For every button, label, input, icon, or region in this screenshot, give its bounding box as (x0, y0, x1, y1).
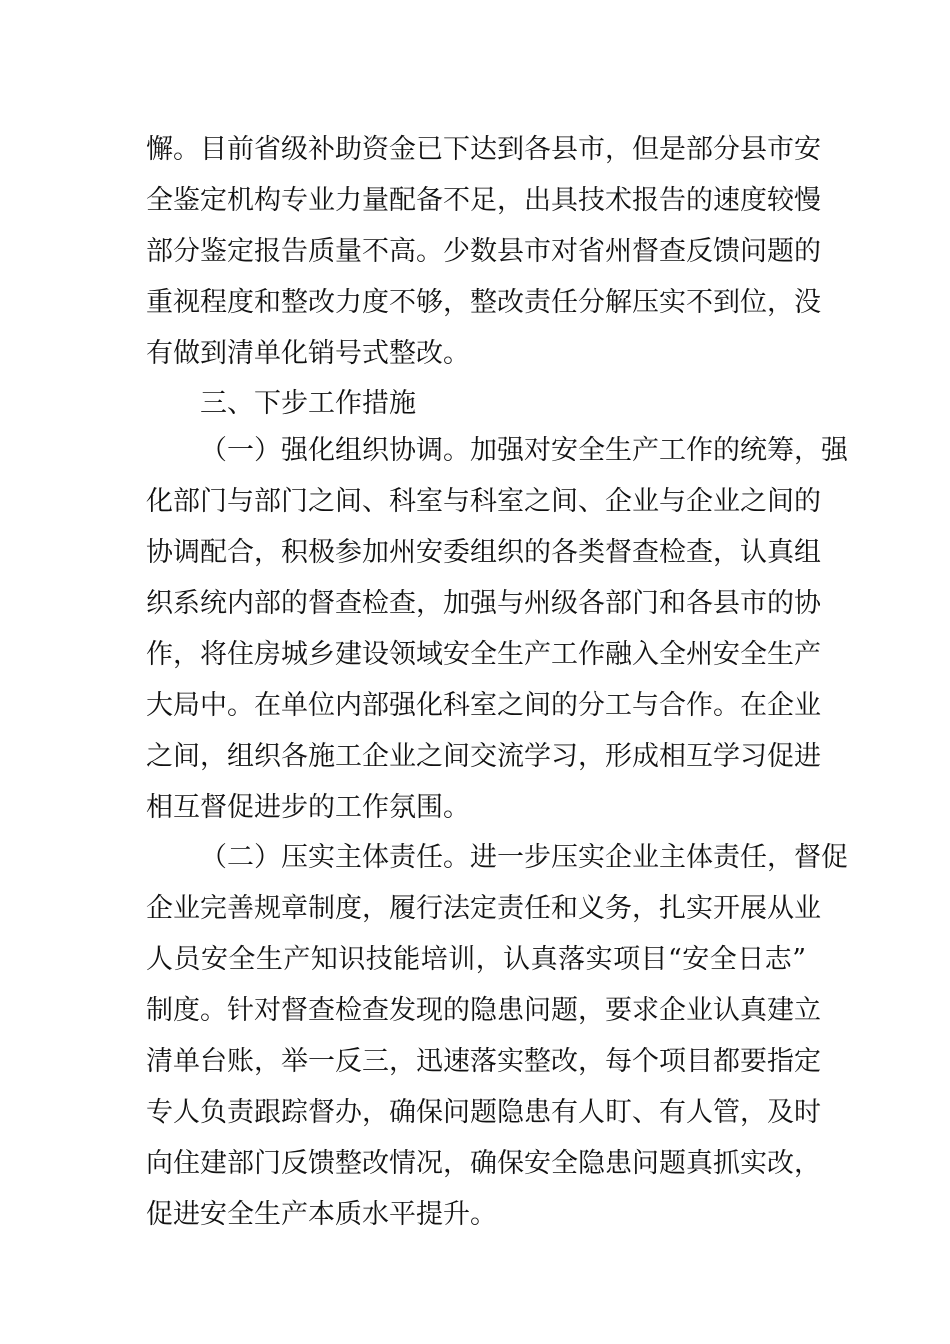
paragraph-2-line-6: 大局中。在单位内部强化科室之间的分工与合作。在企业 (146, 690, 821, 721)
paragraph-3-line-4: 制度。针对督查检查发现的隐患问题，要求企业认真建立 (146, 995, 821, 1026)
paragraph-3-line-5: 清单台账，举一反三，迅速落实整改，每个项目都要指定 (146, 1046, 821, 1077)
paragraph-2-line-4: 织系统内部的督查检查，加强与州级各部门和各县市的协 (146, 588, 821, 619)
paragraph-2-line-2: 化部门与部门之间、科室与科室之间、企业与企业之间的 (146, 486, 821, 517)
paragraph-3-line-7: 向住建部门反馈整改情况，确保安全隐患问题真抓实改， (146, 1148, 821, 1179)
paragraph-2-line-5: 作，将住房城乡建设领域安全生产工作融入全州安全生产 (146, 639, 821, 670)
section-heading: 三、下步工作措施 (200, 388, 416, 419)
paragraph-1-line-1: 懈。目前省级补助资金已下达到各县市，但是部分县市安 (146, 134, 821, 165)
paragraph-1-line-5: 有做到清单化销号式整改。 (146, 338, 470, 369)
paragraph-2-line-7: 之间，组织各施工企业之间交流学习，形成相互学习促进 (146, 741, 821, 772)
paragraph-1-line-4: 重视程度和整改力度不够，整改责任分解压实不到位，没 (146, 287, 821, 318)
paragraph-1-line-3: 部分鉴定报告质量不高。少数县市对省州督查反馈问题的 (146, 236, 821, 267)
paragraph-3-line-3: 人员安全生产知识技能培训，认真落实项目“安全日志” (146, 944, 806, 975)
paragraph-3-line-2: 企业完善规章制度，履行法定责任和义务，扎实开展从业 (146, 893, 821, 924)
paragraph-3-line-8: 促进安全生产本质水平提升。 (146, 1199, 497, 1230)
paragraph-2-line-8: 相互督促进步的工作氛围。 (146, 792, 470, 823)
paragraph-2-line-3: 协调配合，积极参加州安委组织的各类督查检查，认真组 (146, 537, 821, 568)
paragraph-3-line-1: （二）压实主体责任。进一步压实企业主体责任，督促 (200, 842, 848, 873)
paragraph-1-line-2: 全鉴定机构专业力量配备不足，出具技术报告的速度较慢 (146, 185, 821, 216)
paragraph-3-line-6: 专人负责跟踪督办，确保问题隐患有人盯、有人管，及时 (146, 1097, 821, 1128)
paragraph-2-line-1: （一）强化组织协调。加强对安全生产工作的统筹，强 (200, 435, 848, 466)
